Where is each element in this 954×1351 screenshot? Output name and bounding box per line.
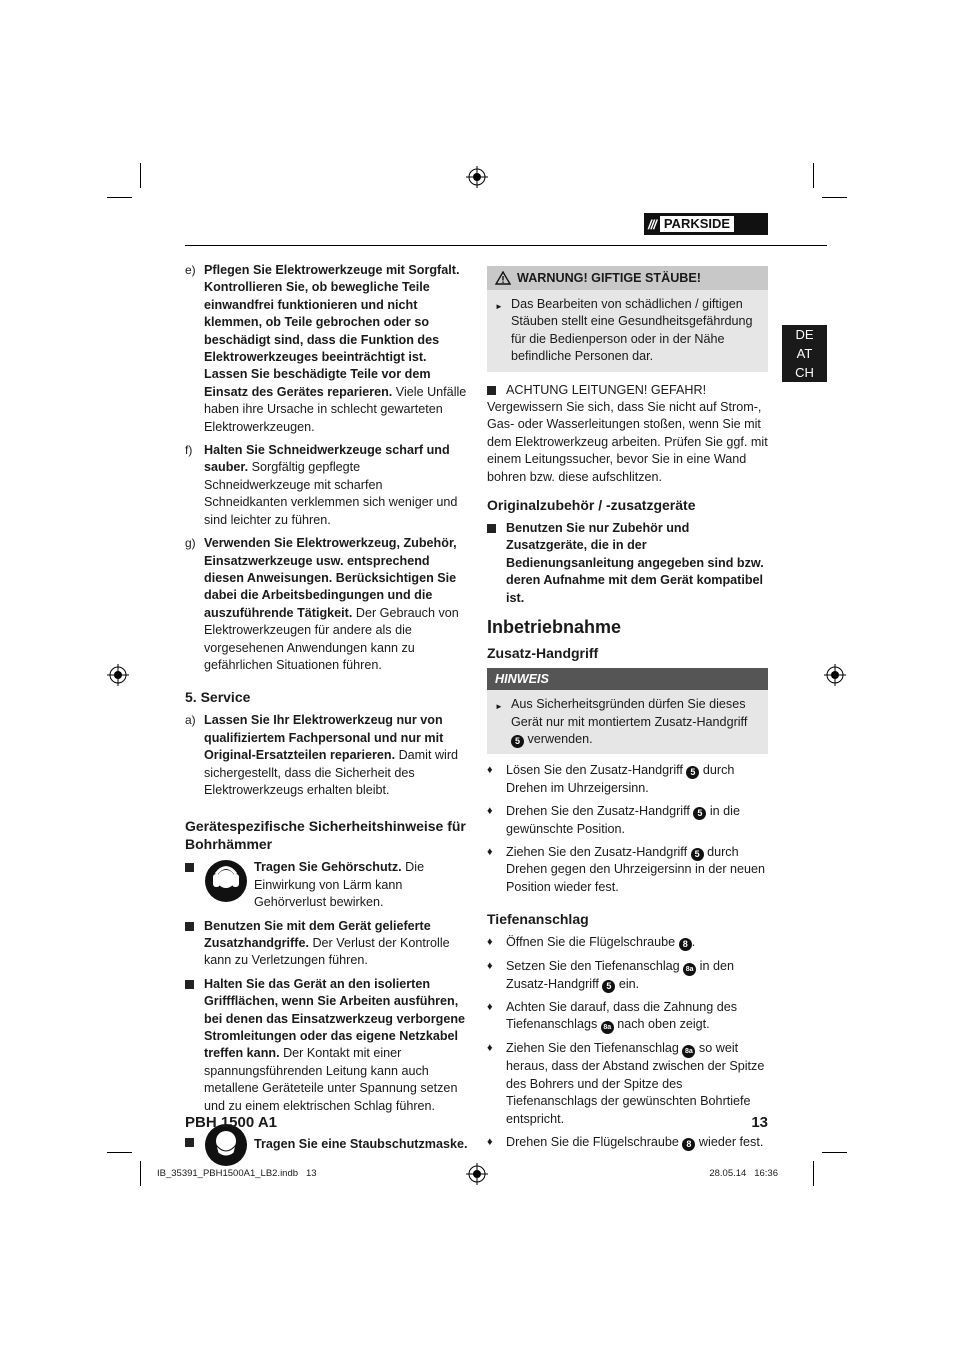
hinweis-text: Aus Sicherheitsgründen dürfen Sie dieses Gerät nur mit montiertem Zusatz-Handgriff (511, 697, 748, 729)
part-number-badge: 8a (601, 1021, 614, 1034)
model-name: PBH 1500 A1 (185, 1114, 277, 1131)
diamond-bullet-icon: ♦ (487, 1000, 493, 1013)
right-column (487, 266, 768, 1157)
crop-mark (813, 163, 814, 188)
item-bold: Halten Sie Schneidwerkzeuge scharf und sauber. (204, 443, 450, 475)
diamond-bullet-icon: ♦ (487, 959, 493, 972)
list-item (487, 382, 768, 399)
orig-text: Benutzen Sie nur Zubehör und Zusatzgeräte, die in der Bedienungsanleitung angegeben sind bzw. deren Aufnahme mit dem Gerät kompatibel ist. (506, 521, 764, 605)
list-item (487, 803, 768, 838)
part-number-badge: 5 (693, 807, 706, 820)
list-item (487, 999, 768, 1034)
lang-ch: CH (795, 365, 814, 380)
hinweis-text-row (495, 696, 762, 748)
step-text: ein. (615, 976, 640, 991)
item-bold: Pflegen Sie Elektrowerkzeuge mit Sorgfalt. Kontrollieren Sie, ob bewegliche Teile einwandfrei funktionieren und nicht klemmen, ob Teile gebrochen oder so beschädigt sind, dass die Funktion des Elektrowerkzeuges beeinträchtigt ist. Lassen Sie beschädigte Teile vor dem Einsatz des Gerätes reparieren. (204, 263, 460, 399)
warning-box (487, 266, 768, 372)
lang-at: AT (796, 346, 813, 361)
arrow-bullet-icon: ► (495, 702, 503, 712)
crop-mark (822, 1152, 847, 1153)
step-text: in den Zusatz-Handgriff (506, 958, 734, 991)
hinweis-box (487, 668, 768, 754)
hinweis-text: verwenden. (524, 731, 593, 746)
step-text: Öffnen Sie die Flügelschraube (506, 935, 679, 950)
step-text: Ziehen Sie den Zusatz-Handgriff (506, 844, 691, 859)
list-item (185, 535, 468, 674)
tiefen-heading: Tiefenanschlag (487, 911, 589, 928)
item-text: Der Gebrauch von Elektrowerkzeugen für andere als die vorgesehenen Anwendungen kann zu gefährlichen Situationen führen. (204, 605, 459, 672)
list-item (487, 1134, 768, 1151)
list-item (185, 859, 468, 911)
item-text: Damit wird sichergestellt, dass die Sicherheit des Elektrowerkzeugs erhalten bleibt. (204, 748, 459, 797)
print-file-info: IB_35391_PBH1500A1_LB2.indb 13 (157, 1168, 317, 1179)
crop-mark (140, 1161, 141, 1186)
list-item (185, 262, 468, 436)
square-bullet-icon (185, 980, 194, 989)
list-item (487, 934, 768, 951)
item-text: Der Kontakt mit einer spannungsführenden Leitung kann auch metallene Geräteteile unter Spannung setzen und zu einem elektrischen Schlag führen. (204, 1046, 458, 1113)
crop-mark (813, 1161, 814, 1186)
square-bullet-icon (487, 386, 496, 395)
diamond-bullet-icon: ♦ (487, 845, 493, 858)
step-text: wieder fest. (695, 1135, 764, 1149)
list-item (487, 844, 768, 896)
brand-logo: /// PARKSIDE (644, 213, 768, 235)
cables-text: Vergewissern Sie sich, dass Sie nicht auf Strom-, Gas- oder Wasserleitungen stoßen, wenn Sie mit dem Elektrowerkzeug arbeiten. Prüfen Sie ggf. mit einem Leitungssucher, bevor Sie in eine Wand bohren bzw. diese aufschlitzen. (487, 400, 768, 484)
step-text: Ziehen Sie den Tiefenanschlag (506, 1041, 683, 1056)
registration-mark-icon (466, 166, 488, 188)
crop-mark (822, 197, 847, 198)
part-number-badge: 5 (691, 848, 704, 861)
part-number-badge: 5 (686, 766, 699, 779)
brand-name: PARKSIDE (660, 216, 734, 232)
arrow-bullet-icon: ► (495, 302, 503, 311)
item-text: Die Einwirkung von Lärm kann Gehörverlust bewirken. (254, 860, 425, 910)
item-text: Viele Unfälle haben ihre Ursache in schlecht gewarteten Elektrowerkzeugen. (204, 384, 467, 434)
item-bold: Lassen Sie Ihr Elektrowerkzeug nur von qualifiziertem Fachpersonal und nur mit Original-Ersatzteilen reparieren. (204, 713, 444, 763)
square-bullet-icon (185, 863, 194, 872)
crop-mark (107, 197, 132, 198)
item-bold: Tragen Sie eine Staubschutzmaske. (254, 1137, 468, 1152)
registration-mark-icon (466, 1163, 488, 1185)
part-number-badge: 5 (602, 980, 615, 993)
part-number-badge: 8a (683, 963, 696, 976)
page-number: 13 (751, 1114, 768, 1131)
list-item (185, 712, 468, 799)
orig-heading: Originalzubehör / -zusatzgeräte (487, 497, 696, 514)
list-item (487, 958, 768, 993)
section-title: Inbetriebnahme (487, 617, 622, 638)
step-text: Drehen Sie den Zusatz-Handgriff (506, 804, 694, 819)
cables-title: ACHTUNG LEITUNGEN! GEFAHR! (506, 382, 707, 397)
part-number-badge: 8 (679, 938, 692, 951)
zusatz-heading: Zusatz-Handgriff (487, 645, 599, 662)
diamond-bullet-icon: ♦ (487, 764, 493, 777)
list-item (185, 442, 468, 529)
item-marker: f) (185, 443, 193, 458)
square-bullet-icon (185, 1138, 194, 1147)
warning-text-row (495, 296, 762, 366)
item-bold: Tragen Sie Gehörschutz. (254, 860, 402, 875)
diamond-bullet-icon: ♦ (487, 936, 493, 949)
crop-mark (107, 1152, 132, 1153)
step-text: nach oben zeigt. (613, 1017, 710, 1032)
step-text: in die gewünschte Position. (506, 804, 740, 836)
step-text: so weit heraus, dass der Abstand zwischen der Spitze des Bohrers und der Spitze des Tiefenanschlags der gewünschten Bohrtiefe entspricht. (506, 1041, 765, 1126)
step-text: Achten Sie darauf, dass die Zahnung des Tiefenanschlags (506, 999, 738, 1032)
step-text: durch Drehen gegen den Uhrzeigersinn in der neuen Position wieder fest. (506, 844, 766, 894)
crop-mark (140, 163, 141, 188)
list-item (487, 520, 768, 607)
item-text: Der Verlust der Kontrolle kann zu Verletzungen führen. (204, 936, 450, 968)
diamond-bullet-icon: ♦ (487, 1136, 493, 1148)
part-number-badge: 5 (511, 735, 524, 748)
item-marker: g) (185, 536, 196, 551)
hinweis-header: HINWEIS (487, 668, 768, 690)
item-bold: Benutzen Sie mit dem Gerät gelieferte Zusatzhandgriffe. (204, 918, 431, 950)
square-bullet-icon (185, 922, 194, 931)
registration-mark-icon (107, 664, 129, 686)
diamond-bullet-icon: ♦ (487, 1042, 493, 1055)
header-rule (185, 245, 827, 246)
print-date: 28.05.14 16:36 (709, 1168, 778, 1179)
step-text: . (691, 935, 696, 950)
item-marker: e) (185, 263, 196, 277)
step-text: Drehen Sie die Flügelschraube (506, 1135, 683, 1149)
list-item (185, 918, 468, 970)
warning-triangle-icon (495, 271, 511, 285)
diamond-bullet-icon: ♦ (487, 805, 493, 818)
part-number-badge: 8 (682, 1138, 695, 1151)
specific-heading: Gerätespezifische Sicherheitshinweise für Bohrhämmer (185, 818, 466, 853)
language-tab (782, 325, 827, 382)
item-text: Sorgfältig gepflegte Schneidwerkzeuge mit scharfen Schneidkanten verklemmen sich weniger und sind leichter zu führen. (204, 460, 458, 527)
list-item (487, 762, 768, 797)
step-text: Setzen Sie den Tiefenanschlag (506, 958, 684, 973)
lang-de: DE (795, 327, 814, 342)
square-bullet-icon (487, 524, 496, 533)
item-bold: Halten Sie das Gerät an den isolierten Griffflächen, wenn Sie Arbeiten ausführen, bei denen das Einsatzwerkzeug verborgene Stromleitungen oder das eigene Netzkabel treffen kann. (204, 976, 466, 1061)
list-item (185, 976, 468, 1115)
warning-title: WARNUNG! GIFTIGE STÄUBE! (517, 271, 701, 285)
step-text: durch Drehen im Uhrzeigersinn. (506, 763, 735, 795)
ear-protection-icon (204, 859, 248, 903)
item-marker: a) (185, 713, 196, 728)
left-column (185, 262, 468, 1177)
service-heading: 5. Service (185, 689, 251, 706)
part-number-badge: 8a (682, 1045, 695, 1058)
item-bold: Verwenden Sie Elektrowerkzeug, Zubehör, Einsatzwerkzeuge usw. entsprechend diesen Anweisungen. Berücksichtigen Sie dabei die Arbeitsbedingungen und die auszuführende Tätigkeit. (204, 536, 457, 620)
warning-text: Das Bearbeiten von schädlichen / giftigen Stäuben stellt eine Gesundheitsgefährdung für die Bedienperson oder in der Nähe befindliche Personen dar. (511, 297, 753, 364)
step-text: Lösen Sie den Zusatz-Handgriff (506, 763, 687, 778)
registration-mark-icon (824, 664, 846, 686)
warning-header (487, 266, 768, 290)
